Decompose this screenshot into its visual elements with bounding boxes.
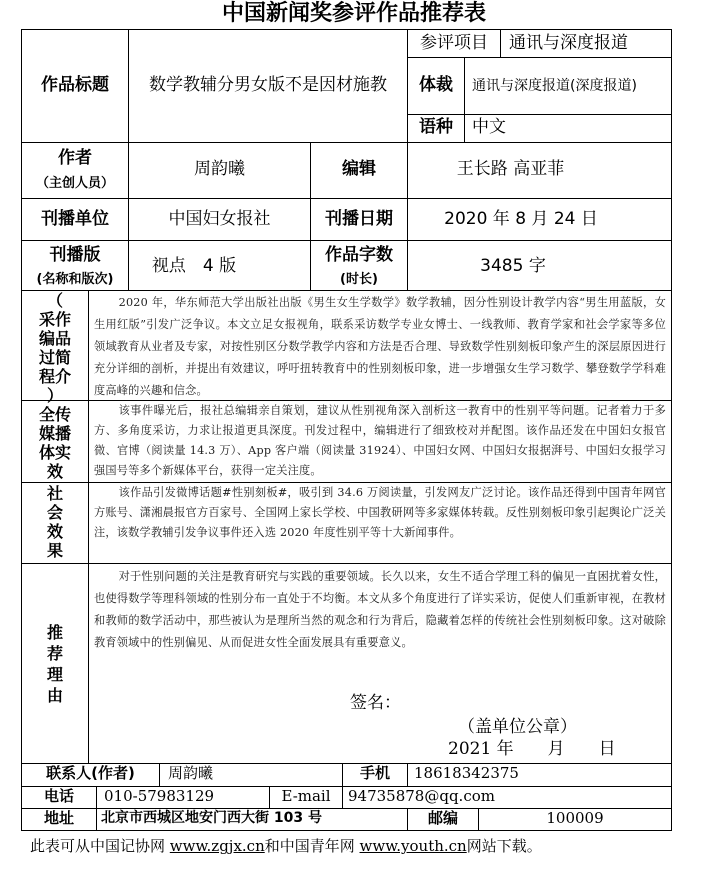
author-value: 周韵曦 (194, 159, 245, 179)
mobile-label: 手机 (359, 764, 390, 782)
postcode-label: 邮编 (427, 809, 458, 827)
language-value: 中文 (472, 117, 506, 137)
mobile-value: 18618342375 (414, 764, 519, 782)
unit-label: 刊播单位 (41, 209, 109, 229)
spread-text: 该事件曝光后，报社总编辑亲自策划，建议从性别视角深入剖析这一教育中的性别平等问题。记者着力于多方、多角度采访，力求让报道更具深度。刊发过程中，编辑进行了细致校对并配图。该作品还发在中国妇女报官微、官博（阅读量 14.3 万）、App 客户端（阅读量 31924）、中国妇女网、中国妇女报据湃号、中国妇女报学习强国号等多个新媒体平台，获得一定关注度。 (94, 404, 666, 477)
process-text: 2020 年，华东师范大学出版社出版《男生女生学数学》数学教辅，因分性别设计教学内容“男生用蓝版，女生用红版”引发广泛争议。本文立足女报视角，联系采访数学专业女博士、一线教师、教育学家和社会学家等多位领域教育从业者及专家，对按性别区分数学教学内容和方法是否合理、导致数学性别刻板印象产生的深层原因进行充分详细的剖析，并提出有效建议，呼吁扭转教育中的性别刻板印象，进一步增强女生学习数学、攀登数学学科难度高峰的兴趣和信念。 (94, 296, 666, 397)
edition-label: 刊播版 (49, 245, 101, 265)
word-count-label: 作品字数 (325, 245, 393, 265)
genre-value: 通讯与深度报道(深度报道) (472, 78, 637, 94)
contact-label: 联系人(作者) (46, 764, 135, 782)
effect-label: 社 会 效 果 (46, 484, 63, 560)
footer-note: 此表可从中国记协网 www.zgjx.cn和中国青年网 www.youth.cn网站下载。 (30, 837, 542, 855)
author-sublabel: （主创人员） (35, 176, 114, 191)
reason-text: 对于性别问题的关注是教育研究与实践的重要领域。长久以来，女生不适合学理工科的偏见一直困扰着女性，也使得数学等理科领域的性别分布一直处于不均衡。本文从多个角度进行了详实采访，促使人们重新审视，在教材和教师的数学活动中，那些被认为是理所当然的观念和行为背后，隐藏着怎样的传统社会性别刻板印象。这对破除教育领域中的性别偏见、从而促进女性全面发展具有重要意义。 (94, 570, 666, 649)
work-title-value: 数学教辅分男女版不是因材施教 (149, 75, 387, 95)
sign-date: 2021 年 月 日 (448, 739, 616, 759)
contact-value: 周韵曦 (168, 764, 214, 782)
date-label: 刊播日期 (325, 209, 393, 229)
process-label: （ 采作 编品 过简 程介 ） (38, 291, 71, 405)
zgjx-link[interactable]: www.zgjx.cn (169, 837, 265, 855)
word-count-value: 3485 字 (480, 256, 546, 276)
youth-link[interactable]: www.youth.cn (359, 837, 467, 855)
editor-label: 编辑 (342, 159, 376, 179)
reason-label: 推 荐 理 由 (46, 623, 63, 705)
email-label: E-mail (281, 787, 331, 805)
category-label: 参评项目 (420, 33, 488, 53)
author-label: 作者 (58, 148, 92, 168)
genre-label: 体裁 (419, 75, 453, 95)
edition-sublabel: (名称和版次) (36, 272, 114, 287)
postcode-value: 100009 (546, 809, 604, 827)
phone-value: 010-57983129 (104, 787, 215, 805)
language-label: 语种 (419, 117, 453, 137)
unit-value: 中国妇女报社 (168, 209, 271, 229)
address-value: 北京市西城区地安门西大街 103 号 (101, 810, 322, 826)
work-title-label: 作品标题 (41, 75, 109, 95)
category-value: 通讯与深度报道 (509, 33, 628, 53)
seal-label: （盖单位公章） (458, 717, 577, 737)
signature-label: 签名： (350, 693, 401, 713)
effect-text: 该作品引发微博话题#性别刻板#，吸引到 34.6 万阅读量，引发网友广泛讨论。该作品还得到中国青年网官方账号、潇湘晨报官方百家号、全国网上家长学校、中国教研网等多家媒体转载。反性别刻板印象引起舆论广泛关注，该数学教辅引发争议事件还入选 2020 年度性别平等十大新闻事件。 (94, 486, 666, 539)
word-count-sublabel: (时长) (340, 272, 378, 287)
phone-label: 电话 (43, 787, 74, 805)
editor-value: 王长路 高亚菲 (456, 159, 565, 179)
date-value: 2020 年 8 月 24 日 (444, 209, 598, 229)
page-title: 中国新闻奖参评作品推荐表 (221, 1, 486, 26)
email-value: 94735878@qq.com (348, 787, 495, 805)
edition-value: 视点 4 版 (151, 256, 237, 276)
address-label: 地址 (43, 809, 74, 827)
spread-label: 全传 媒播 体实 效 (38, 405, 71, 481)
